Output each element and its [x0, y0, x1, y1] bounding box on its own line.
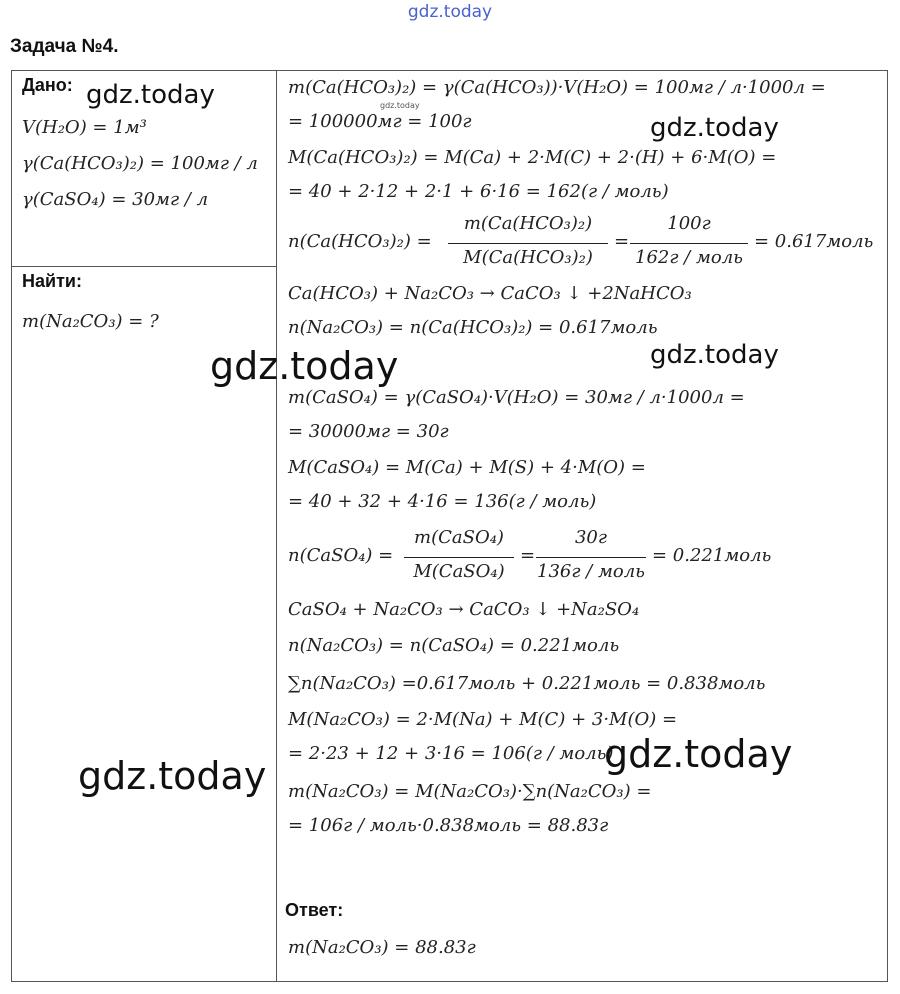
given-line-sulfate: γ(CaSO₄) = 30мг / л [22, 189, 209, 210]
fraction-equals: = [614, 231, 630, 252]
fraction-lhs: n(Ca(HCO₃)₂) = [288, 231, 432, 252]
given-line-volume: V(H₂O) = 1м³ [22, 117, 147, 138]
solution-line: = 40 + 32 + 4·16 = 136(г / моль) [288, 491, 597, 512]
watermark: gdz.today [604, 732, 793, 776]
fraction-bar [404, 557, 514, 558]
find-label: Найти: [22, 271, 82, 291]
solution-line: = 100000мг = 100г [288, 111, 472, 132]
solution-line: M(Ca(HCO₃)₂) = M(Ca) + 2·M(C) + 2·(H) + 6·M(O) = [288, 147, 777, 168]
answer-value: m(Na₂CO₃) = 88.83г [288, 937, 476, 958]
solution-line: M(Na₂CO₃) = 2·M(Na) + M(C) + 3·M(O) = [288, 709, 678, 730]
watermark: gdz.today [78, 754, 267, 798]
column-divider [276, 71, 277, 981]
solution-line: = 30000мг = 30г [288, 421, 449, 442]
fraction-bar [630, 243, 748, 244]
watermark: gdz.today [650, 340, 779, 370]
fraction-numerator: m(Ca(HCO₃)₂) [463, 213, 593, 234]
fraction-denominator: M(Ca(HCO₃)₂) [463, 247, 593, 268]
find-line: m(Na₂CO₃) = ? [22, 311, 159, 332]
fraction-lhs: n(CaSO₄) = [288, 545, 394, 566]
given-label: Дано: [22, 75, 73, 95]
fraction-denominator: 162г / моль [635, 247, 743, 268]
given-line-bicarbonate: γ(Ca(HCO₃)₂) = 100мг / л [22, 153, 258, 174]
reaction-line: Ca(HCO₃) + Na₂CO₃ → CaCO₃ ↓ +2NaHCO₃ [288, 283, 692, 304]
fraction-numerator: 100г [667, 213, 711, 234]
watermark: gdz.today [210, 344, 399, 388]
fraction-moles-bicarbonate [288, 213, 888, 275]
solution-line: M(CaSO₄) = M(Ca) + M(S) + 4·M(O) = [288, 457, 646, 478]
solution-section [288, 71, 888, 981]
solution-line: = 2·23 + 12 + 3·16 = 106(г / моль) [288, 743, 614, 764]
fraction-denominator: 136г / моль [537, 561, 645, 582]
fraction-numerator: m(CaSO₄) [414, 527, 504, 548]
solution-line: m(CaSO₄) = γ(CaSO₄)·V(H₂O) = 30мг / л·1000л = [288, 387, 745, 408]
fraction-moles-sulfate [288, 527, 888, 589]
answer-label: Ответ: [285, 900, 344, 920]
fraction-denominator: M(CaSO₄) [413, 561, 505, 582]
fraction-numerator: 30г [574, 527, 607, 548]
solution-table [11, 70, 888, 982]
solution-line: n(Na₂CO₃) = n(Ca(HCO₃)₂) = 0.617моль [288, 317, 658, 338]
fraction-bar [536, 557, 646, 558]
solution-line: = 40 + 2·12 + 2·1 + 6·16 = 162(г / моль) [288, 181, 669, 202]
fraction-bar [448, 243, 608, 244]
solution-line: ∑n(Na₂CO₃) =0.617моль + 0.221моль = 0.838моль [288, 673, 766, 694]
site-header-watermark: gdz.today [407, 2, 493, 22]
fraction-equals: = [520, 545, 536, 566]
reaction-line: CaSO₄ + Na₂CO₃ → CaCO₃ ↓ +Na₂SO₄ [288, 599, 640, 620]
solution-line: m(Ca(HCO₃)₂) = γ(Ca(HCO₃))·V(H₂O) = 100мг / л·1000л = [288, 77, 826, 98]
watermark: gdz.today [650, 113, 779, 143]
solution-line: n(Na₂CO₃) = n(CaSO₄) = 0.221моль [288, 635, 620, 656]
watermark: gdz.today [86, 80, 215, 110]
fraction-result: = 0.221моль [652, 545, 772, 566]
watermark: gdz.today [380, 101, 420, 110]
task-title: Задача №4. [10, 36, 119, 57]
solution-line: m(Na₂CO₃) = M(Na₂CO₃)·∑n(Na₂CO₃) = [288, 781, 652, 802]
solution-line: = 106г / моль·0.838моль = 88.83г [288, 815, 609, 836]
fraction-result: = 0.617моль [754, 231, 874, 252]
